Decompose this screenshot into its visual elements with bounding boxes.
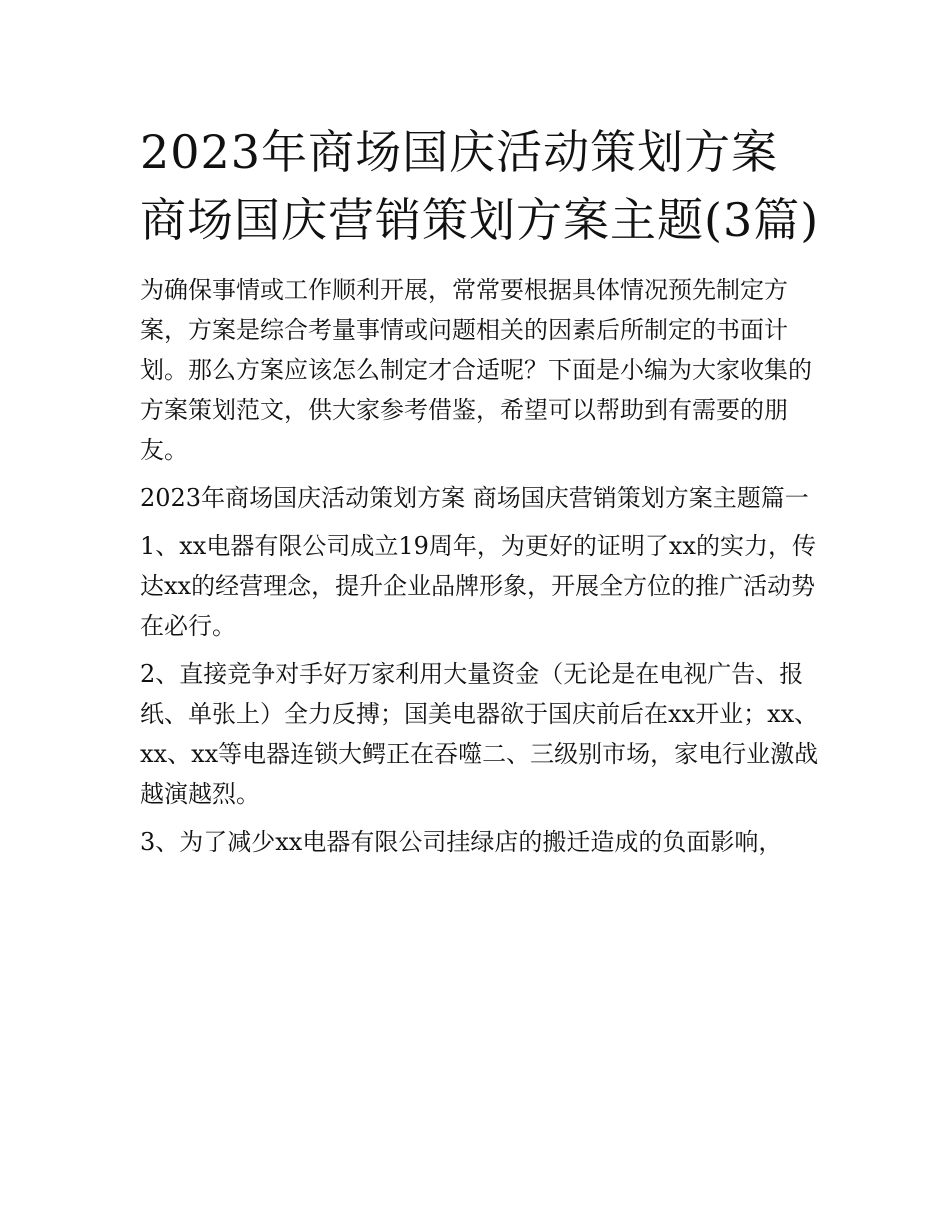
list-item: 2、直接竞争对手好万家利用大量资金（无论是在电视广告、报纸、单张上）全力反搏；国美电器欲于国庆前后在xx开业；xx、xx、xx等电器连锁大鳄正在吞噬二、三级别市场，家电行业激战越演越烈。 — [140, 660, 819, 808]
list-item: 3、为了减少xx电器有限公司挂绿店的搬迁造成的负面影响， — [140, 828, 783, 856]
list-item: 1、xx电器有限公司成立19周年，为更好的证明了xx的实力，传达xx的经营理念，提升企业品牌形象，开展全方位的推广活动势在必行。 — [140, 532, 816, 640]
document-page — [140, 118, 820, 862]
document-title: 2023年商场国庆活动策划方案商场国庆营销策划方案主题(3篇) — [140, 125, 820, 247]
section-heading: 2023年商场国庆活动策划方案 商场国庆营销策划方案主题篇一 — [140, 484, 809, 512]
intro-paragraph: 为确保事情或工作顺利开展，常常要根据具体情况预先制定方案，方案是综合考量事情或问题相关的因素后所制定的书面计划。那么方案应该怎么制定才合适呢？下面是小编为大家收集的方案策划范文，供大家参考借鉴，希望可以帮助到有需要的朋友。 — [140, 276, 812, 464]
